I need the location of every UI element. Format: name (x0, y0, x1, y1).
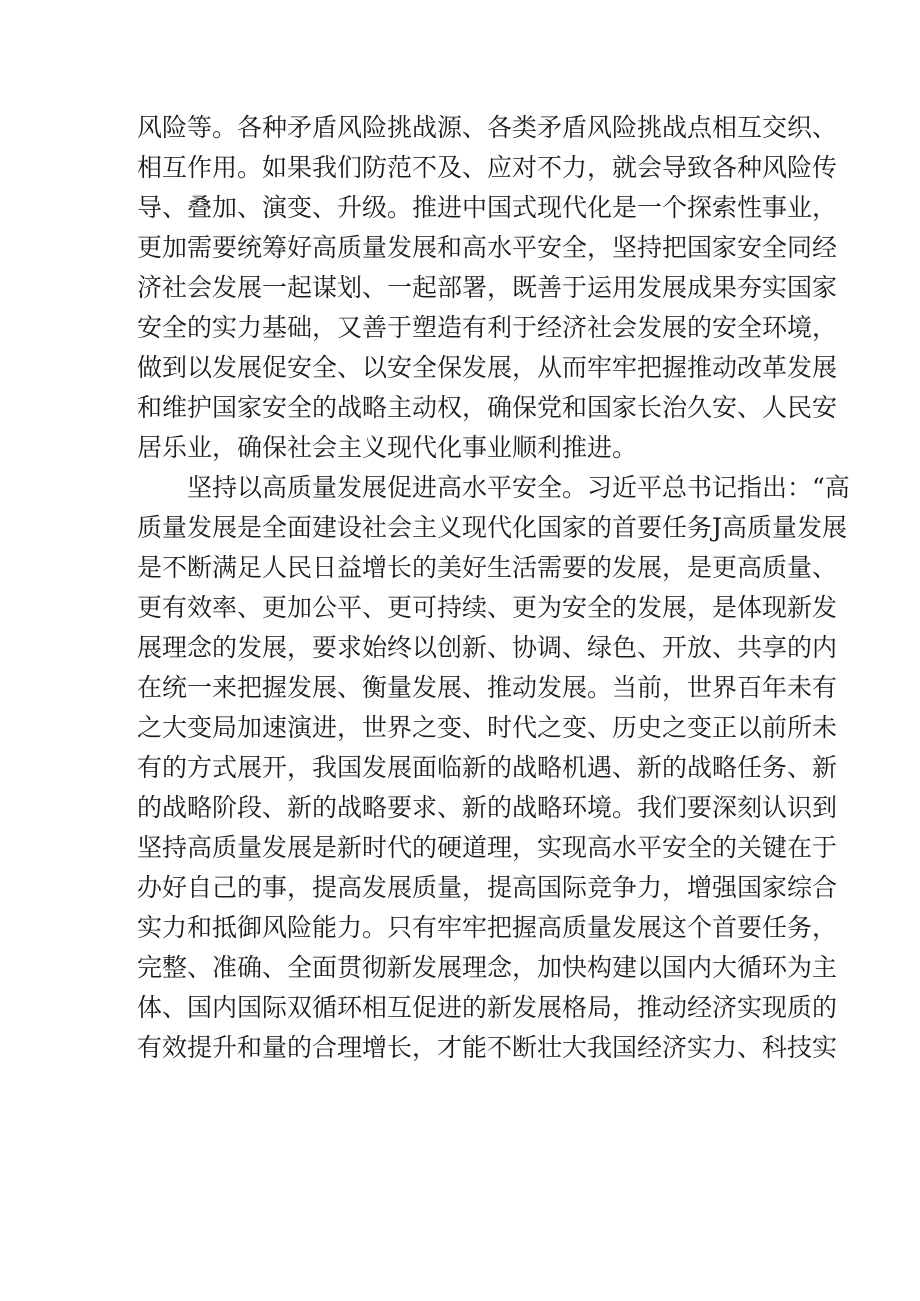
text-line: 安全的实力基础，又善于塑造有利于经济社会发展的安全环境， (137, 313, 838, 342)
text-line: 有效提升和量的合理增长，才能不断壮大我国经济实力、科技实 (137, 1033, 838, 1062)
text-line: 在统一来把握发展、衡量发展、推动发展。当前，世界百年未有 (137, 673, 838, 702)
paragraph-start-line: 坚持以高质量发展促进高水平安全。习近平总书记指出：“高 (187, 473, 850, 502)
text-line: 是不断满足人民日益增长的美好生活需要的发展，是更高质量、 (137, 553, 838, 582)
body-text (137, 108, 850, 1068)
text-line: 展理念的发展，要求始终以创新、协调、绿色、开放、共享的内 (137, 633, 838, 662)
text-line: 做到以发展促安全、以安全保发展，从而牢牢把握推动改革发展 (137, 353, 838, 382)
text-line: 之大变局加速演进，世界之变、时代之变、历史之变正以前所未 (137, 713, 838, 742)
text-line: 办好自己的事，提高发展质量，提高国际竞争力，增强国家综合 (137, 873, 838, 902)
text-line: 更加需要统筹好高质量发展和高水平安全，坚持把国家安全同经 (137, 233, 838, 262)
text-line: 质量发展是全面建设社会主义现代化国家的首要任务J高质量发展 (137, 513, 848, 542)
text-line: 有的方式展开，我国发展面临新的战略机遇、新的战略任务、新 (137, 753, 838, 782)
text-line: 风险等。各种矛盾风险挑战源、各类矛盾风险挑战点相互交织、 (137, 113, 838, 142)
text-line: 和维护国家安全的战略主动权，确保党和国家长治久安、人民安 (137, 393, 838, 422)
text-line: 体、国内国际双循环相互促进的新发展格局，推动经济实现质的 (137, 993, 838, 1022)
text-line: 实力和抵御风险能力。只有牢牢把握高质量发展这个首要任务， (137, 913, 838, 942)
text-line: 居乐业，确保社会主义现代化事业顺利推进。 (137, 433, 638, 462)
text-line: 的战略阶段、新的战略要求、新的战略环境。我们要深刻认识到 (137, 793, 838, 822)
text-line: 济社会发展一起谋划、一起部署，既善于运用发展成果夯实国家 (137, 273, 838, 302)
text-line: 完整、准确、全面贯彻新发展理念，加快构建以国内大循环为主 (137, 953, 838, 982)
text-line: 更有效率、更加公平、更可持续、更为安全的发展，是体现新发 (137, 593, 838, 622)
text-line: 坚持高质量发展是新时代的硬道理，实现高水平安全的关键在于 (137, 833, 838, 862)
text-line: 相互作用。如果我们防范不及、应对不力，就会导致各种风险传 (137, 153, 838, 182)
text-line: 导、叠加、演变、升级。推进中国式现代化是一个探索性事业， (137, 193, 838, 222)
